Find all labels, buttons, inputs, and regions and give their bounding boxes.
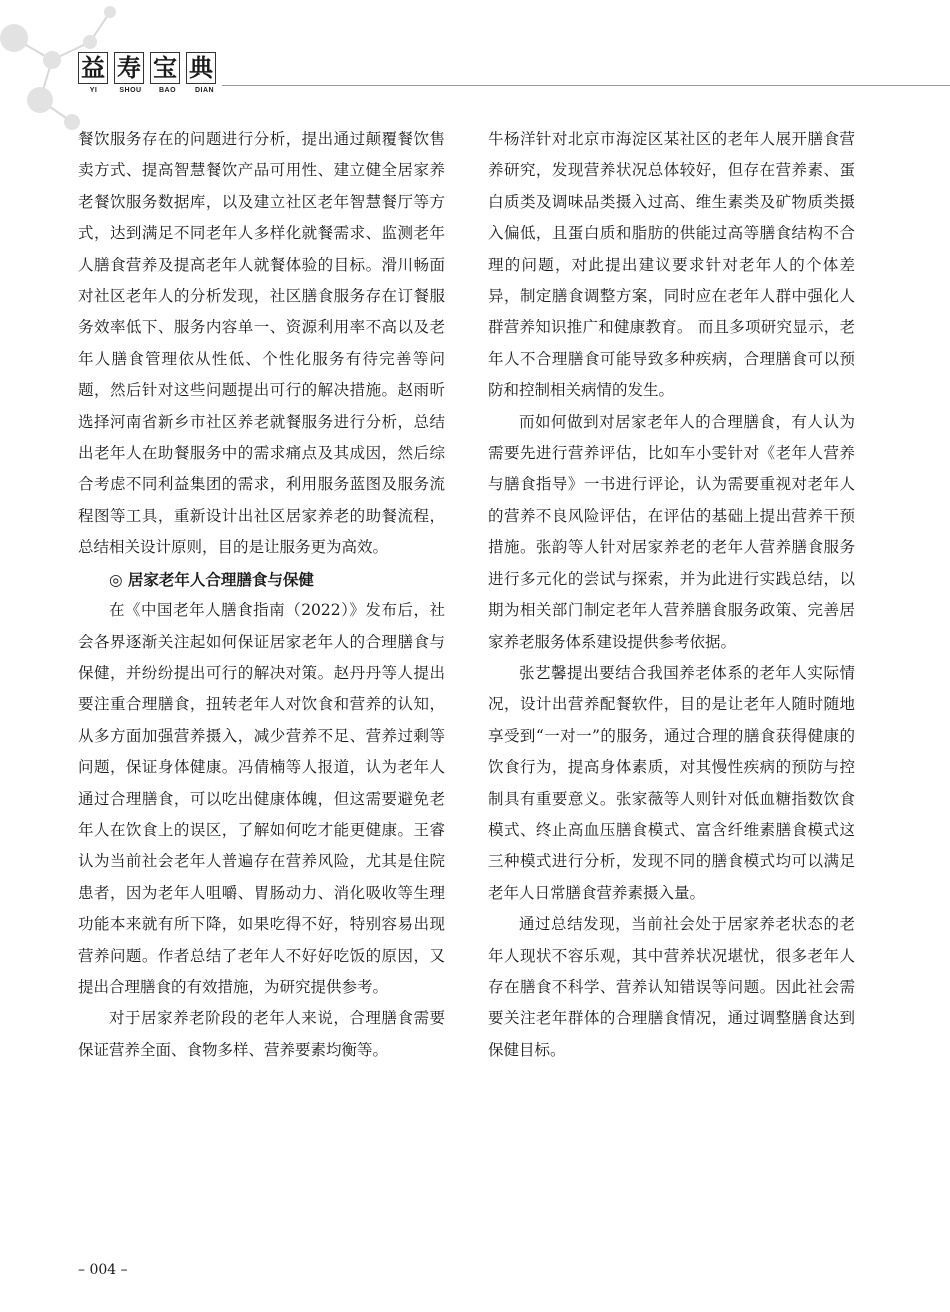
paragraph: 张艺馨提出要结合我国养老体系的老年人实际情况，设计出营养配餐软件，目的是让老年人随时随地享受到“一对一”的服务，通过合理的膳食获得健康的饮食行为，提高身体素质，对其慢性疾病的预防与控制具有重要意义。张家薇等人则针对低血糖指数饮食模式、终止高血压膳食模式、富含纤维素膳食模式这三种模式进行分析，发现不同的膳食模式均可以满足老年人日常膳食营养素摄入量。 [488, 663, 855, 902]
paragraph: 在《中国老年人膳食指南（2022）》发布后，社会各界逐渐关注起如何保证居家老年人的合理膳食与保健，并纷纷提出可行的解决对策。赵丹丹等人提出要注重合理膳食，扭转老年人对饮食和营养的认知，从多方面加强营养摄入，减少营养不足、营养过剩等问题，保证身体健康。冯倩楠等人报道，认为老年人通过合理膳食，可以吃出健康体魄，但这需要避免老年人在饮食上的误区，了解如何吃才能更健康。王睿认为当前社会老年人普遍存在营养风险，尤其是住院患者，因为老年人咀嚼、胃肠动力、消化吸收等生理功能本来就有所下降，如果吃得不好，特别容易出现营养问题。作者总结了老年人不好好吃饭的原因，又提出合理膳食的有效措施，为研究提供参考。 [78, 601, 445, 996]
pinyin-label: BAO [158, 87, 177, 94]
logo-char: 典 [186, 52, 216, 84]
pinyin-label: DIAN [194, 87, 215, 94]
page-number: – 004 – [78, 1262, 128, 1278]
logo [78, 52, 220, 84]
paragraph: 而如何做到对居家老年人的合理膳食，有人认为需要先进行营养评估，比如车小雯针对《老年人营养与膳食指导》一书进行评论，认为需要重视对老年人的营养不良风险评估，在评估的基础上提出营养干预措施。张韵等人针对居家养老的老年人营养膳食服务进行多元化的尝试与探索，并为此进行实践总结，以期为相关部门制定老年人营养膳食服务政策、完善居家养老服务体系建设提供参考依据。 [488, 412, 855, 651]
left-column [78, 124, 445, 1066]
pinyin-label: YI [89, 87, 98, 94]
paragraph: 对于居家养老阶段的老年人来说，合理膳食需要保证营养全面、食物多样、营养要素均衡等。 [78, 1009, 445, 1059]
logo-pinyin [78, 87, 220, 94]
header-divider [222, 85, 950, 86]
section-heading: ◎ 居家老年人合理膳食与保健 [109, 569, 314, 589]
magazine-header [78, 52, 220, 102]
paragraph: 餐饮服务存在的问题进行分析，提出通过颠覆餐饮售卖方式、提高智慧餐饮产品可用性、建立健全居家养老餐饮服务数据库，以及建立社区老年智慧餐厅等方式，达到满足不同老年人多样化就餐需求、监测老年人膳食营养及提高老年人就餐体验的目标。滑川畅面对社区老年人的分析发现，社区膳食服务存在订餐服务效率低下、服务内容单一、资源利用率不高以及老年人膳食管理依从性低、个性化服务有待完善等问题，然后针对这些问题提出可行的解决措施。赵雨昕选择河南省新乡市社区养老就餐服务进行分析，总结出老年人在助餐服务中的需求痛点及其成因，然后综合考虑不同利益集团的需求，利用服务蓝图及服务流程图等工具，重新设计出社区居家养老的助餐流程，总结相关设计原则，目的是让服务更为高效。 [78, 130, 445, 557]
paragraph: 牛杨洋针对北京市海淀区某社区的老年人展开膳食营养研究，发现营养状况总体较好，但存在营养素、蛋白质类及调味品类摄入过高、维生素类及矿物质类摄入偏低，且蛋白质和脂肪的供能过高等膳食结构不合理的问题，对此提出建议要求针对老年人的个体差异，制定膳食调整方案，同时应在老年人群中强化人群营养知识推广和健康教育。 而且多项研究显示，老年人不合理膳食可能导致多种疾病，合理膳食可以预防和控制相关病情的发生。 [488, 130, 855, 400]
logo-char: 益 [78, 52, 108, 84]
logo-char: 寿 [114, 52, 144, 84]
right-column [488, 124, 855, 1066]
pinyin-label: SHOU [119, 87, 142, 94]
paragraph: 通过总结发现，当前社会处于居家养老状态的老年人现状不容乐观，其中营养状况堪忧，很多老年人存在膳食不科学、营养认知错误等问题。因此社会需要关注老年群体的合理膳食情况，通过调整膳食达到保健目标。 [488, 915, 855, 1059]
logo-char: 宝 [150, 52, 180, 84]
